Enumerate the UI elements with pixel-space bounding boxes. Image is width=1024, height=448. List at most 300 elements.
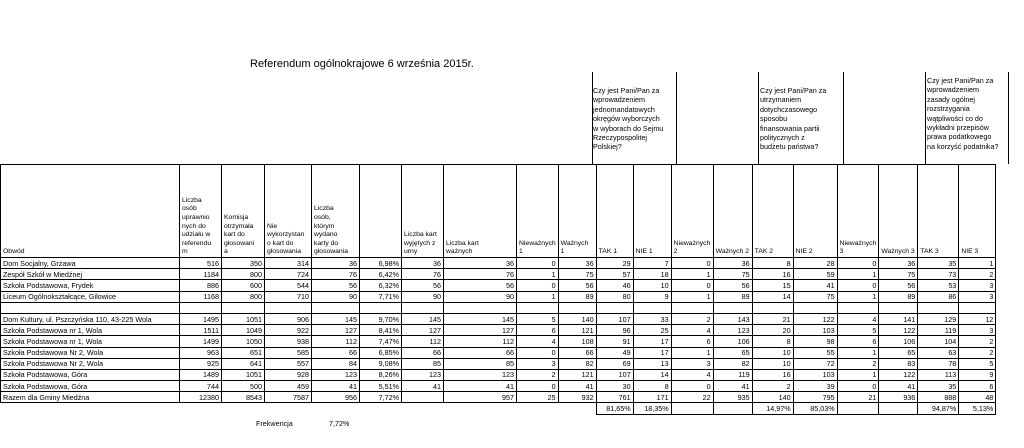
- table-cell: [671, 302, 713, 313]
- column-header: Ważnych 1: [558, 165, 596, 258]
- table-cell: 80: [596, 291, 633, 302]
- table-cell: 6,98%: [360, 258, 402, 269]
- table-cell: 112: [312, 336, 360, 347]
- table-cell: 9,70%: [360, 313, 402, 324]
- table-cell: 557: [265, 358, 312, 369]
- table-cell: [1, 302, 180, 313]
- table-cell: 0: [837, 280, 879, 291]
- table-cell: 922: [265, 325, 312, 336]
- table-cell: 500: [222, 381, 265, 392]
- table-cell: 6,32%: [360, 280, 402, 291]
- table-cell: 10: [633, 280, 671, 291]
- table-cell: 1511: [180, 325, 222, 336]
- table-cell: 0: [517, 258, 559, 269]
- column-header: Liczba kart wyjętych z urny: [402, 165, 444, 258]
- table-cell: 0: [517, 280, 559, 291]
- table-row: [1, 336, 996, 347]
- table-cell: [360, 302, 402, 313]
- table-cell: 710: [265, 291, 312, 302]
- table-cell: 1050: [222, 336, 265, 347]
- polling-station-name: Szkoła Podstawowa Nr 2, Wola: [1, 358, 180, 369]
- table-cell: 75: [879, 269, 918, 280]
- percentage-cell: 94,87%: [918, 403, 959, 414]
- percentage-cell: [222, 403, 265, 414]
- table-cell: 1: [671, 269, 713, 280]
- table-cell: 925: [180, 358, 222, 369]
- table-cell: 123: [713, 325, 752, 336]
- table-cell: 1: [517, 269, 559, 280]
- question-1-right-border: [676, 72, 677, 164]
- percentage-cell: [402, 403, 444, 414]
- percentage-cell: [517, 403, 559, 414]
- table-cell: 4: [671, 325, 713, 336]
- table-cell: 4: [837, 313, 879, 324]
- table-cell: 6,42%: [360, 269, 402, 280]
- table-cell: 13: [633, 358, 671, 369]
- table-cell: 7,47%: [360, 336, 402, 347]
- table-cell: [713, 302, 752, 313]
- table-cell: 122: [879, 325, 918, 336]
- table-cell: 56: [879, 280, 918, 291]
- table-cell: 12380: [180, 392, 222, 403]
- table-cell: [918, 302, 959, 313]
- table-cell: 84: [312, 358, 360, 369]
- percentage-cell: [713, 403, 752, 414]
- polling-station-name: Zespół Szkół w Miedźnej: [1, 269, 180, 280]
- table-cell: 935: [713, 392, 752, 403]
- table-row: [1, 269, 996, 280]
- table-cell: 66: [444, 347, 517, 358]
- table-cell: 83: [879, 358, 918, 369]
- table-cell: 66: [558, 347, 596, 358]
- table-cell: 8: [752, 336, 793, 347]
- table-cell: 21: [837, 392, 879, 403]
- table-cell: 1168: [180, 291, 222, 302]
- table-cell: 41: [793, 280, 837, 291]
- table-cell: 6,85%: [360, 347, 402, 358]
- column-header: Liczba osób uprawnio nych do udziału w referendu m: [180, 165, 222, 258]
- table-cell: [312, 302, 360, 313]
- table-cell: 106: [879, 336, 918, 347]
- table-cell: 18: [633, 269, 671, 280]
- table-cell: 800: [222, 291, 265, 302]
- table-cell: 171: [633, 392, 671, 403]
- table-cell: 17: [633, 336, 671, 347]
- table-cell: 89: [558, 291, 596, 302]
- table-cell: 48: [959, 392, 996, 403]
- table-row: [1, 392, 996, 403]
- table-cell: 886: [180, 280, 222, 291]
- table-cell: 41: [312, 381, 360, 392]
- table-cell: 8: [633, 381, 671, 392]
- table-cell: 49: [596, 347, 633, 358]
- table-row: [1, 280, 996, 291]
- table-cell: 107: [596, 313, 633, 324]
- table-cell: 107: [596, 369, 633, 380]
- table-cell: 91: [596, 336, 633, 347]
- table-cell: 4: [671, 369, 713, 380]
- table-cell: 957: [444, 392, 517, 403]
- table-cell: 1499: [180, 336, 222, 347]
- table-cell: 66: [312, 347, 360, 358]
- table-row: [1, 381, 996, 392]
- table-cell: 29: [596, 258, 633, 269]
- table-cell: 55: [793, 347, 837, 358]
- question-1-left-border: [592, 72, 593, 164]
- table-cell: [444, 302, 517, 313]
- polling-station-name: Razem dla Gminy Miedźna: [1, 392, 180, 403]
- polling-station-name: Szkoła Podstawowa, Góra: [1, 369, 180, 380]
- table-cell: 6: [837, 336, 879, 347]
- table-cell: 0: [517, 381, 559, 392]
- table-cell: 36: [402, 258, 444, 269]
- table-cell: 6: [517, 325, 559, 336]
- table-cell: 90: [444, 291, 517, 302]
- percentage-cell: [1, 403, 180, 414]
- table-cell: 8543: [222, 392, 265, 403]
- table-cell: 744: [180, 381, 222, 392]
- table-cell: [633, 302, 671, 313]
- table-cell: 2: [959, 336, 996, 347]
- table-cell: 6: [671, 336, 713, 347]
- table-header-row: [1, 165, 996, 258]
- table-cell: 103: [793, 369, 837, 380]
- table-cell: 459: [265, 381, 312, 392]
- percentage-cell: 5,13%: [959, 403, 996, 414]
- table-cell: 145: [402, 313, 444, 324]
- table-cell: 140: [752, 392, 793, 403]
- table-cell: 39: [793, 381, 837, 392]
- table-cell: 7: [633, 258, 671, 269]
- table-cell: 30: [596, 381, 633, 392]
- table-cell: 4: [517, 336, 559, 347]
- table-cell: 143: [713, 313, 752, 324]
- table-cell: 46: [596, 280, 633, 291]
- table-cell: 35: [918, 381, 959, 392]
- table-cell: 127: [444, 325, 517, 336]
- table-cell: 888: [918, 392, 959, 403]
- table-cell: 2: [959, 347, 996, 358]
- table-cell: 1: [837, 291, 879, 302]
- table-cell: 906: [265, 313, 312, 324]
- percentage-cell: [879, 403, 918, 414]
- table-cell: [180, 302, 222, 313]
- table-cell: 938: [265, 336, 312, 347]
- table-cell: 2: [959, 269, 996, 280]
- table-cell: 127: [402, 325, 444, 336]
- table-cell: 0: [671, 280, 713, 291]
- table-cell: 85: [402, 358, 444, 369]
- table-cell: 82: [713, 358, 752, 369]
- table-cell: 141: [879, 313, 918, 324]
- table-row: [1, 313, 996, 324]
- table-cell: 1184: [180, 269, 222, 280]
- table-cell: 641: [222, 358, 265, 369]
- table-cell: 10: [752, 347, 793, 358]
- column-header: Obwód: [1, 165, 180, 258]
- percentage-cell: [180, 403, 222, 414]
- table-cell: 33: [633, 313, 671, 324]
- table-cell: 85: [444, 358, 517, 369]
- table-cell: 7,71%: [360, 291, 402, 302]
- table-cell: 122: [879, 369, 918, 380]
- turnout-value: 7,72%: [329, 419, 350, 428]
- column-header: TAK 2: [752, 165, 793, 258]
- column-header: Nieważnych 1: [517, 165, 559, 258]
- table-cell: 145: [444, 313, 517, 324]
- polling-station-name: Szkoła Podstawowa nr 1, Wola: [1, 325, 180, 336]
- table-cell: 600: [222, 280, 265, 291]
- table-cell: 928: [265, 369, 312, 380]
- table-cell: 936: [879, 392, 918, 403]
- table-cell: 0: [837, 381, 879, 392]
- table-cell: 86: [918, 291, 959, 302]
- table-cell: 14: [633, 369, 671, 380]
- table-cell: 516: [180, 258, 222, 269]
- table-cell: 10: [752, 358, 793, 369]
- column-header: TAK 3: [918, 165, 959, 258]
- table-cell: 314: [265, 258, 312, 269]
- table-cell: 69: [596, 358, 633, 369]
- table-cell: 7587: [265, 392, 312, 403]
- table-cell: [517, 302, 559, 313]
- table-cell: 1489: [180, 369, 222, 380]
- percentage-cell: 81,65%: [596, 403, 633, 414]
- table-cell: 16: [752, 269, 793, 280]
- table-cell: [793, 302, 837, 313]
- table-cell: 103: [793, 325, 837, 336]
- table-cell: 1495: [180, 313, 222, 324]
- table-row: [1, 258, 996, 269]
- table-cell: 585: [265, 347, 312, 358]
- table-cell: 22: [671, 392, 713, 403]
- table-cell: 75: [558, 269, 596, 280]
- table-cell: 6: [959, 381, 996, 392]
- question-3-left-border: [925, 72, 926, 164]
- table-cell: 41: [444, 381, 517, 392]
- percentage-cell: [312, 403, 360, 414]
- table-cell: 8,26%: [360, 369, 402, 380]
- question-3-right-border: [1008, 72, 1009, 164]
- percentage-cell: [265, 403, 312, 414]
- table-cell: 800: [222, 269, 265, 280]
- table-cell: 5: [959, 358, 996, 369]
- table-cell: 57: [596, 269, 633, 280]
- table-cell: 1: [671, 347, 713, 358]
- table-cell: 17: [633, 347, 671, 358]
- question-2-right-border: [843, 72, 844, 164]
- column-header: Komisja otrzymała kart do głosowani a: [222, 165, 265, 258]
- table-cell: 35: [918, 258, 959, 269]
- table-cell: [222, 302, 265, 313]
- table-cell: 36: [713, 258, 752, 269]
- table-cell: 761: [596, 392, 633, 403]
- table-cell: 140: [558, 313, 596, 324]
- table-cell: 72: [793, 358, 837, 369]
- table-cell: 9: [633, 291, 671, 302]
- table-cell: 59: [793, 269, 837, 280]
- table-cell: 5: [517, 313, 559, 324]
- table-cell: [879, 302, 918, 313]
- column-header: NIE 1: [633, 165, 671, 258]
- table-cell: [558, 302, 596, 313]
- table-cell: 56: [312, 280, 360, 291]
- document-title: Referendum ogólnokrajowe 6 września 2015r.: [250, 58, 474, 70]
- table-cell: 932: [558, 392, 596, 403]
- table-cell: 112: [444, 336, 517, 347]
- table-cell: 2: [837, 358, 879, 369]
- table-cell: 76: [402, 269, 444, 280]
- table-cell: 123: [402, 369, 444, 380]
- percentage-cell: 14,97%: [752, 403, 793, 414]
- table-cell: 98: [793, 336, 837, 347]
- table-cell: 956: [312, 392, 360, 403]
- column-header: Nieważnych 2: [671, 165, 713, 258]
- table-cell: 89: [713, 291, 752, 302]
- table-cell: 651: [222, 347, 265, 358]
- table-cell: [959, 302, 996, 313]
- table-cell: 2: [517, 369, 559, 380]
- table-cell: 90: [312, 291, 360, 302]
- table-cell: 96: [596, 325, 633, 336]
- table-row: [1, 358, 996, 369]
- table-cell: 75: [793, 291, 837, 302]
- table-cell: 724: [265, 269, 312, 280]
- table-cell: 795: [793, 392, 837, 403]
- table-cell: 0: [671, 381, 713, 392]
- table-cell: 123: [444, 369, 517, 380]
- column-header: [360, 165, 402, 258]
- table-cell: 113: [918, 369, 959, 380]
- table-cell: 41: [713, 381, 752, 392]
- table-cell: 108: [558, 336, 596, 347]
- table-cell: 1051: [222, 369, 265, 380]
- polling-station-name: Szkoła Podstawowa Nr 2, Wola: [1, 347, 180, 358]
- polling-station-name: Liceum Ogólnokształcące, Gilowice: [1, 291, 180, 302]
- results-table: [0, 164, 996, 415]
- table-cell: 56: [713, 280, 752, 291]
- turnout-label: Frekwencja: [256, 419, 293, 428]
- blank-row: [1, 302, 996, 313]
- percentage-cell: [360, 403, 402, 414]
- question-1-text: Czy jest Pani/Pan za wprowadzeniem jednomandatowych okręgów wyborczych w wyborach do Sejmu Rzeczypospolitej Polskiej?: [593, 86, 664, 152]
- table-cell: [837, 302, 879, 313]
- column-header: Ważnych 2: [713, 165, 752, 258]
- percentage-row: [1, 403, 996, 414]
- table-cell: 89: [879, 291, 918, 302]
- table-cell: 56: [402, 280, 444, 291]
- table-cell: 14: [752, 291, 793, 302]
- table-cell: 106: [713, 336, 752, 347]
- table-row: [1, 369, 996, 380]
- table-cell: 963: [180, 347, 222, 358]
- polling-station-name: Szkoła Podstawowa nr 1, Wola: [1, 336, 180, 347]
- table-cell: 65: [879, 347, 918, 358]
- table-cell: 1: [837, 269, 879, 280]
- table-cell: 16: [752, 369, 793, 380]
- table-cell: 82: [558, 358, 596, 369]
- table-cell: [402, 302, 444, 313]
- table-cell: 8: [752, 258, 793, 269]
- table-cell: 2: [671, 313, 713, 324]
- table-cell: 78: [918, 358, 959, 369]
- question-2-left-border: [758, 72, 759, 164]
- table-cell: 544: [265, 280, 312, 291]
- table-cell: 3: [959, 325, 996, 336]
- table-cell: 15: [752, 280, 793, 291]
- table-cell: 12: [959, 313, 996, 324]
- table-cell: 5: [837, 325, 879, 336]
- table-cell: 1049: [222, 325, 265, 336]
- percentage-cell: 18,35%: [633, 403, 671, 414]
- table-row: [1, 347, 996, 358]
- table-cell: 3: [959, 291, 996, 302]
- table-cell: 76: [312, 269, 360, 280]
- table-cell: 90: [402, 291, 444, 302]
- table-cell: 28: [793, 258, 837, 269]
- table-cell: [596, 302, 633, 313]
- table-cell: 112: [402, 336, 444, 347]
- table-cell: 9,08%: [360, 358, 402, 369]
- polling-station-name: Dom Kultury, ul. Pszczyńska 110, 43-225 Wola: [1, 313, 180, 324]
- column-header: Nie wykorzystan o kart do głosowania: [265, 165, 312, 258]
- column-header: TAK 1: [596, 165, 633, 258]
- polling-station-name: Dom Socjalny, Grzawa: [1, 258, 180, 269]
- table-cell: 119: [713, 369, 752, 380]
- table-cell: 0: [837, 258, 879, 269]
- table-cell: 0: [517, 347, 559, 358]
- table-cell: 2: [752, 381, 793, 392]
- column-header: Liczba kart ważnych: [444, 165, 517, 258]
- percentage-cell: [837, 403, 879, 414]
- table-cell: 1: [837, 369, 879, 380]
- table-cell: 119: [918, 325, 959, 336]
- table-row: [1, 325, 996, 336]
- table-cell: 56: [558, 280, 596, 291]
- table-cell: 41: [879, 381, 918, 392]
- table-cell: 121: [558, 369, 596, 380]
- table-cell: 1: [959, 258, 996, 269]
- table-cell: 41: [402, 381, 444, 392]
- table-cell: 122: [793, 313, 837, 324]
- percentage-cell: [558, 403, 596, 414]
- table-cell: 3: [959, 280, 996, 291]
- table-cell: 9: [959, 369, 996, 380]
- table-cell: 66: [402, 347, 444, 358]
- question-2-text: Czy jest Pani/Pan za utrzymaniem dotychczasowego sposobu finansowania partii politycznych z budżetu państwa?: [760, 86, 827, 152]
- table-cell: 1: [517, 291, 559, 302]
- table-cell: 5,51%: [360, 381, 402, 392]
- question-3-text: Czy jest Pani/Pan za wprowadzeniem zasady ogólnej rozstrzygania wątpliwości co do wykładni przepisów prawa podatkowego na korzyść podatnika?: [927, 76, 999, 151]
- table-cell: 8,41%: [360, 325, 402, 336]
- table-cell: 0: [671, 258, 713, 269]
- table-cell: 36: [879, 258, 918, 269]
- table-cell: 36: [312, 258, 360, 269]
- column-header: NIE 3: [959, 165, 996, 258]
- table-cell: 25: [517, 392, 559, 403]
- polling-station-name: Szkoła Podstawowa, Góra: [1, 381, 180, 392]
- table-cell: 127: [312, 325, 360, 336]
- table-cell: 104: [918, 336, 959, 347]
- table-cell: 350: [222, 258, 265, 269]
- table-cell: 73: [918, 269, 959, 280]
- table-cell: 121: [558, 325, 596, 336]
- table-cell: 3: [517, 358, 559, 369]
- table-cell: 20: [752, 325, 793, 336]
- percentage-cell: [444, 403, 517, 414]
- column-header: Nieważnych 3: [837, 165, 879, 258]
- table-cell: 36: [444, 258, 517, 269]
